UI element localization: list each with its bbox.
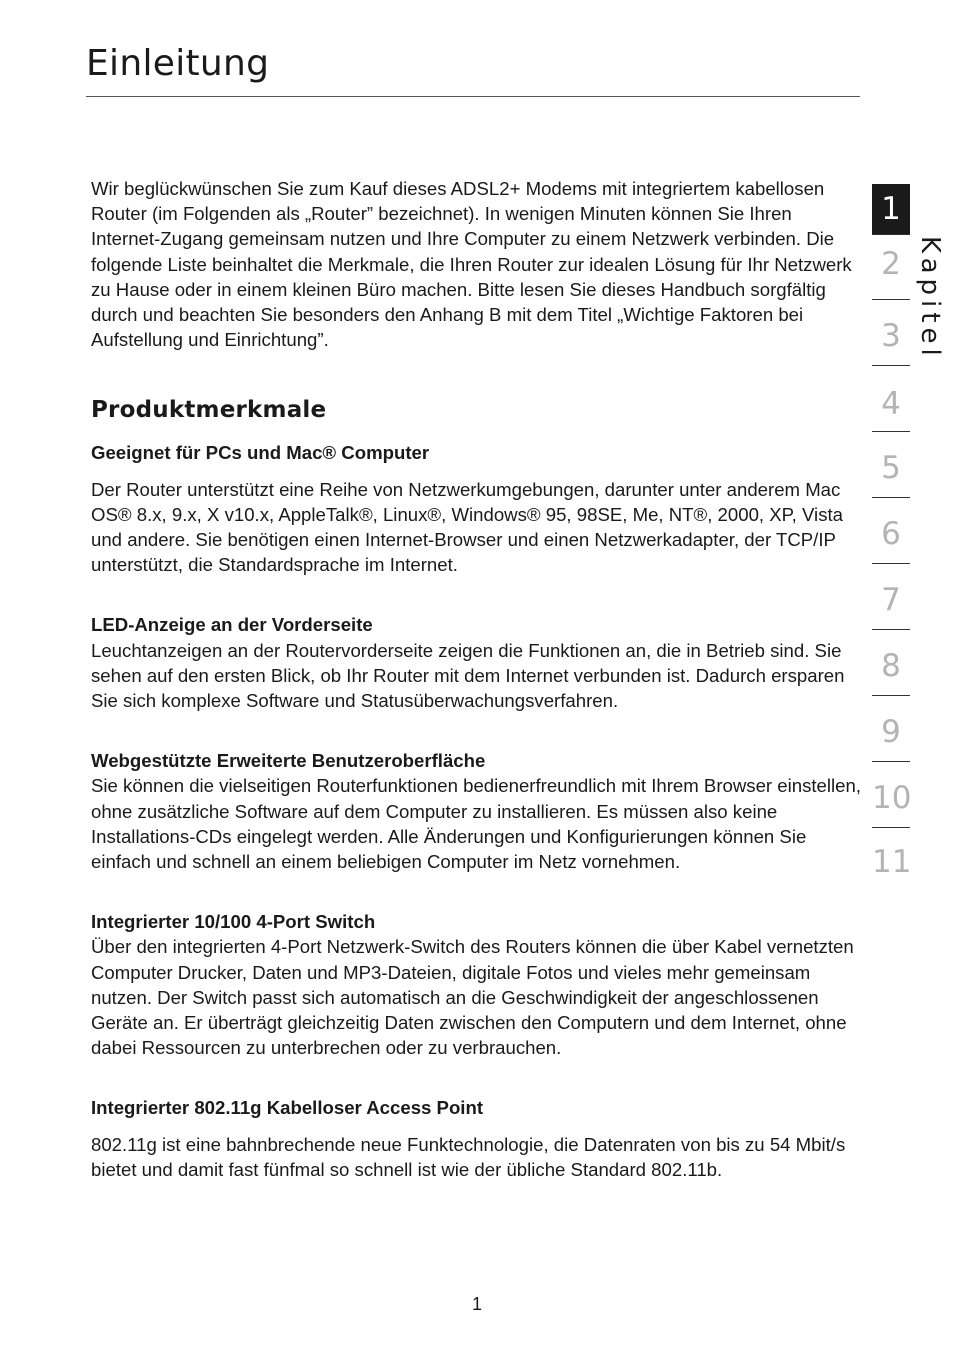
tab-divider (872, 695, 910, 696)
page-title: Einleitung (86, 43, 270, 84)
feature-title: Integrierter 10/100 4-Port Switch (91, 911, 376, 933)
feature-body: Der Router unterstützt eine Reihe von Netzwerkumgebungen, darunter unter anderem Mac OS® 8.x, 9.x, X v10.x, AppleTalk®, Linux®, Windows® 95, 98SE, Me, NT®, 2000, XP, Vista und andere. Sie benötigen einen Internet-Browser und einen Netzwerkadapter, der TCP/IP unterstützt, die Standardsprache im Internet. (91, 478, 843, 576)
page-number: 1 (471, 1294, 482, 1314)
section-heading: Produktmerkmale (91, 397, 327, 424)
tab-divider (872, 365, 910, 366)
title-divider (86, 96, 860, 97)
chapter-tab-1[interactable]: 1 (872, 184, 910, 234)
chapter-tab-9[interactable]: 9 (881, 714, 901, 750)
chapter-label: Kapitel (915, 236, 945, 361)
tab-divider (872, 629, 910, 630)
tab-divider (872, 563, 910, 564)
feature-title: Geeignet für PCs und Mac® Computer (91, 442, 430, 464)
chapter-tab-7[interactable]: 7 (881, 582, 901, 618)
feature-title: Integrierter 802.11g Kabelloser Access Point (91, 1097, 484, 1119)
feature-title: Webgestützte Erweiterte Benutzeroberfläche (91, 750, 486, 772)
tab-divider (872, 431, 910, 432)
feature-body: Über den integrierten 4-Port Netzwerk-Switch des Routers können die über Kabel vernetzten Computer Drucker, Daten und MP3-Dateien, digitale Fotos und vieles mehr gemeinsam nutzen. Der Switch passt sich automatisch an die Geschwindigkeit der angeschlossenen Geräte an. Er überträgt gleichzeitig Daten zwischen den Computern und dem Internet, ohne dabei Ressourcen zu unterbrechen oder zu verbrauchen. (91, 936, 854, 1059)
feature-body: 802.11g ist eine bahnbrechende neue Funktechnologie, die Datenraten von bis zu 54 Mbit/s bietet und damit fast fünfmal so schnell ist wie der übliche Standard 802.11b. (91, 1133, 846, 1180)
chapter-tab-5[interactable]: 5 (881, 450, 901, 486)
feature-body: Sie können die vielseitigen Routerfunktionen bedienerfreundlich mit Ihrem Browser einstellen, ohne zusätzliche Software auf dem Computer zu installieren. Es müssen also keine Installations-CDs eingelegt werden. Alle Änderungen und Konfigurierungen können Sie einfach und schnell an einem beliebigen Computer im Netz vornehmen. (91, 775, 862, 873)
feature-body: Leuchtanzeigen an der Routervorderseite zeigen die Funktionen an, die in Betrieb sind. Sie sehen auf den ersten Blick, ob Ihr Router mit dem Internet verbunden ist. Dadurch ersparen Sie sich komplexe Software und Statusüberwachungsverfahren. (91, 639, 845, 712)
tab-divider (872, 234, 910, 235)
chapter-tab-8[interactable]: 8 (881, 648, 901, 684)
chapter-tab-10[interactable]: 10 (872, 780, 912, 816)
tab-divider (872, 761, 910, 762)
intro-paragraph: Wir beglückwünschen Sie zum Kauf dieses ADSL2+ Modems mit integriertem kabellosen Router (im Folgenden als „Router” bezeichnet). In wenigen Minuten können Sie Ihren Internet-Zugang gemeinsam nutzen und Ihre Computer zu einem Netzwerk verbinden. Die folgende Liste beinhaltet die Merkmale, die Ihren Router zur idealen Lösung für Ihr Netzwerk zu Hause oder in einem kleinen Büro machen. Bitte lesen Sie dieses Handbuch sorgfältig durch und beachten Sie besonders den Anhang B mit dem Titel „Wichtige Faktoren bei Aufstellung und Einrichtung”. (91, 178, 852, 351)
chapter-tab-2[interactable]: 2 (881, 246, 901, 282)
chapter-tab-6[interactable]: 6 (881, 516, 901, 552)
feature-title: LED-Anzeige an der Vorderseite (91, 614, 373, 636)
tab-divider (872, 497, 910, 498)
main-content (91, 176, 863, 1182)
chapter-tab-4[interactable]: 4 (881, 386, 901, 422)
chapter-tab-11[interactable]: 11 (872, 844, 912, 880)
chapter-tab-3[interactable]: 3 (881, 318, 901, 354)
tab-divider (872, 827, 910, 828)
tab-divider (872, 299, 910, 300)
